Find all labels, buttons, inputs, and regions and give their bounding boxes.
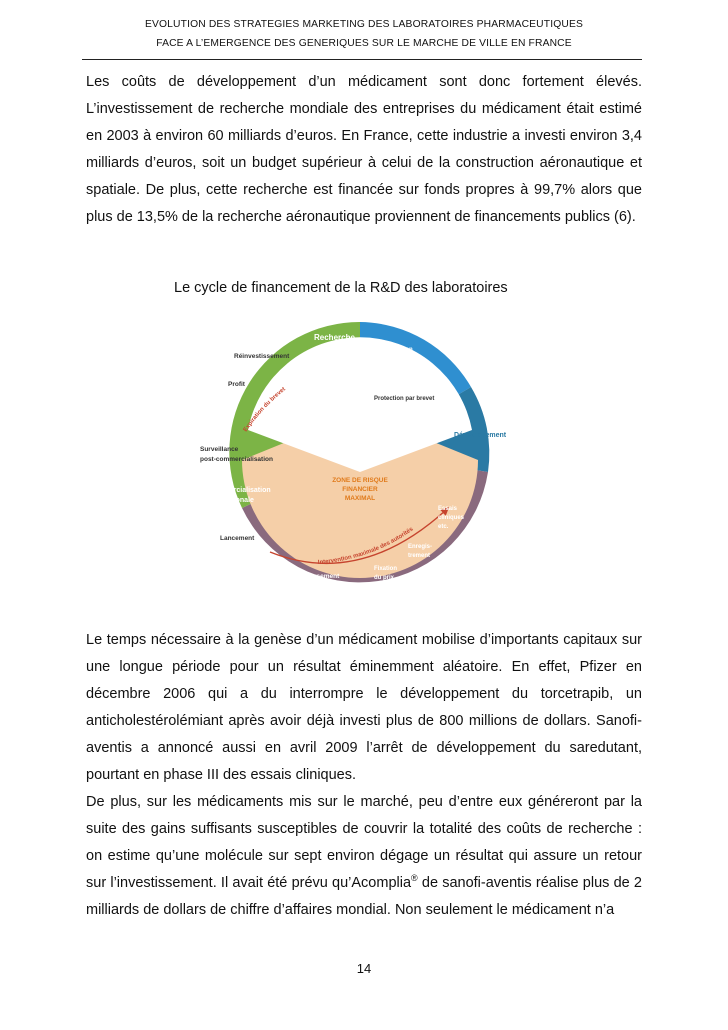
label-commercialisation2: internationale [208, 497, 254, 504]
paragraph-3 [86, 789, 642, 924]
running-header-line1: EVOLUTION DES STRATEGIES MARKETING DES LABORATOIRES PHARMACEUTIQUES [144, 19, 584, 30]
label-lancement: Lancement [220, 535, 255, 542]
label-protection: Protection par brevet [374, 396, 435, 402]
label-zone1: ZONE DE RISQUE [332, 477, 388, 484]
label-surveillance2: post-commercialisation [200, 456, 273, 463]
label-reinvestissement: Réinvestissement [234, 353, 290, 360]
rd-financing-cycle-diagram [190, 320, 530, 600]
label-developpement: Développement [454, 432, 507, 439]
label-fixation1: Fixation [374, 566, 398, 572]
label-decouverte: Découverte-sélection [352, 347, 413, 353]
label-commercialisation1: Commercialisation [208, 487, 271, 494]
label-zone2: FINANCIER [342, 486, 378, 493]
label-remboursement: Remboursement [288, 573, 340, 580]
label-expiration: Expiration du brevet [242, 386, 287, 434]
label-zone3: MAXIMAL [344, 495, 376, 502]
label-enregistrement1: Enregis- [408, 544, 433, 550]
paragraph-3-start: De plus, sur les médicaments mis sur le marché, peu d’entre eux généreront par la suite des gains suffisants susceptibles de couvrir la totalité des coûts de recherche : on estime qu’une molécule sur sept environ dégage un résultat qui assure un retour sur l’investissement. Il avait été prévu qu’Acomplia [86, 794, 642, 891]
figure-caption: Le cycle de financement de la R&D des laboratoires [174, 280, 508, 296]
label-intervention: Intervention maximale des autorités [317, 526, 415, 566]
label-recherche: Recherche [314, 333, 355, 342]
paragraph-1: Les coûts de développement d’un médicament sont donc fortement élevés. L’investissement de recherche mondiale des entreprises du médicament était estimé en 2003 à environ 60 milliards d’euros. En France, cette industrie a investi environ 3,4 milliards d’euros, soit un budget supérieur à celui de la construction aéronautique et spatiale. De plus, cette recherche est financée sur fonds propres à 99,7% alors que plus de 13,5% de la recherche aéronautique proviennent de financements publics (6). [86, 74, 642, 225]
registered-mark: ® [411, 873, 418, 884]
running-header-line2: FACE A L’EMERGENCE DES GENERIQUES SUR LE MARCHE DE VILLE EN FRANCE [156, 38, 572, 49]
page-number: 14 [356, 961, 372, 976]
label-fixation2: du prix [374, 575, 395, 581]
header-rule [82, 59, 642, 60]
paragraph-3-end: de sanofi-aventis réalise plus de 2 milliards de dollars de chiffre d’affaires mondial. Non seulement le médicament n’a [86, 875, 642, 918]
label-essais1: Essais [438, 506, 458, 512]
label-essais2: cliniques [438, 515, 465, 521]
label-essais3: etc. [438, 524, 449, 530]
paragraph-2: Le temps nécessaire à la genèse d’un médicament mobilise d’importants capitaux sur une longue période pour un résultat éminemment aléatoire. En effet, Pfizer en décembre 2006 qui a du interrompre le développement du torcetrapib, un anticholestérolémiant après avoir déjà investi plus de 800 millions de dollars. Sanofi-aventis a annoncé aussi en avril 2009 l’arrêt de développement du saredutant, pourtant en phase III des essais cliniques. [86, 632, 642, 783]
label-profit: Profit [228, 381, 245, 388]
label-enregistrement2: trement [408, 553, 431, 559]
label-surveillance1: Surveillance [200, 446, 239, 453]
